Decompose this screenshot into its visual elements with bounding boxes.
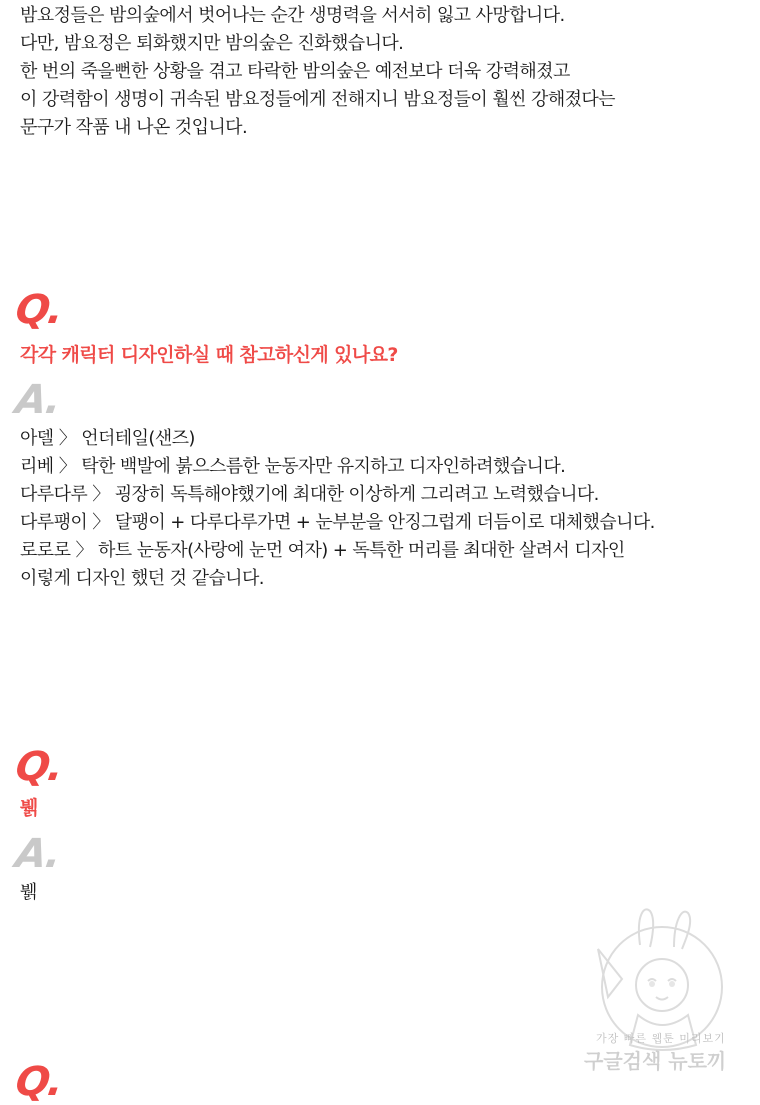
intro-line: 이 강력함이 생명이 귀속된 밤요정들에게 전해지니 밤요정들이 훨씬 강해졌다는 (20, 89, 615, 110)
intro-line: 밤요정들은 밤의숲에서 벗어나는 순간 생명력을 서서히 잃고 사망합니다. (20, 5, 565, 26)
watermark-tagline: 가장 빠른 웹툰 미리보기 (596, 1032, 726, 1045)
question-mark: Q. (12, 1059, 65, 1105)
answer-line: 아델 〉 언더테일(샌즈) (20, 428, 195, 449)
question-mark: Q. (12, 287, 65, 333)
answer-mark: A. (12, 377, 63, 423)
answer-line: 리베 〉 탁한 백발에 붉으스름한 눈동자만 유지하고 디자인하려했습니다. (20, 456, 566, 477)
question-text: 뷁 (20, 797, 38, 819)
question-text: 각각 캐릭터 디자인하실 때 참고하신게 있나요? (20, 344, 398, 366)
answer-line: 다루다루 〉 굉장히 독특해야했기에 최대한 이상하게 그리려고 노력했습니다. (20, 484, 599, 505)
intro-line: 다만, 밤요정은 퇴화했지만 밤의숲은 진화했습니다. (20, 33, 404, 54)
question-mark: Q. (12, 744, 65, 790)
intro-paragraph (20, 2, 740, 142)
answer-line: 뷁 (20, 882, 37, 903)
answer-list (20, 425, 655, 593)
answer-line: 이렇게 디자인 했던 것 같습니다. (20, 568, 264, 589)
answer-line: 로로로 〉 하트 눈동자(사랑에 눈먼 여자) + 독특한 머리를 최대한 살려서 디자인 (20, 540, 625, 561)
answer-list (20, 879, 37, 907)
intro-line: 문구가 작품 내 나온 것입니다. (20, 117, 248, 138)
answer-line: 다루팽이 〉 달팽이 + 다루다루가면 + 눈부분을 안징그럽게 더듬이로 대체했습니다. (20, 512, 655, 533)
watermark-title: 구글검색 뉴토끼 (584, 1049, 727, 1073)
intro-line: 한 번의 죽을뻔한 상황을 겪고 타락한 밤의숲은 예전보다 더욱 강력해졌고 (20, 61, 570, 82)
answer-mark: A. (12, 831, 63, 877)
